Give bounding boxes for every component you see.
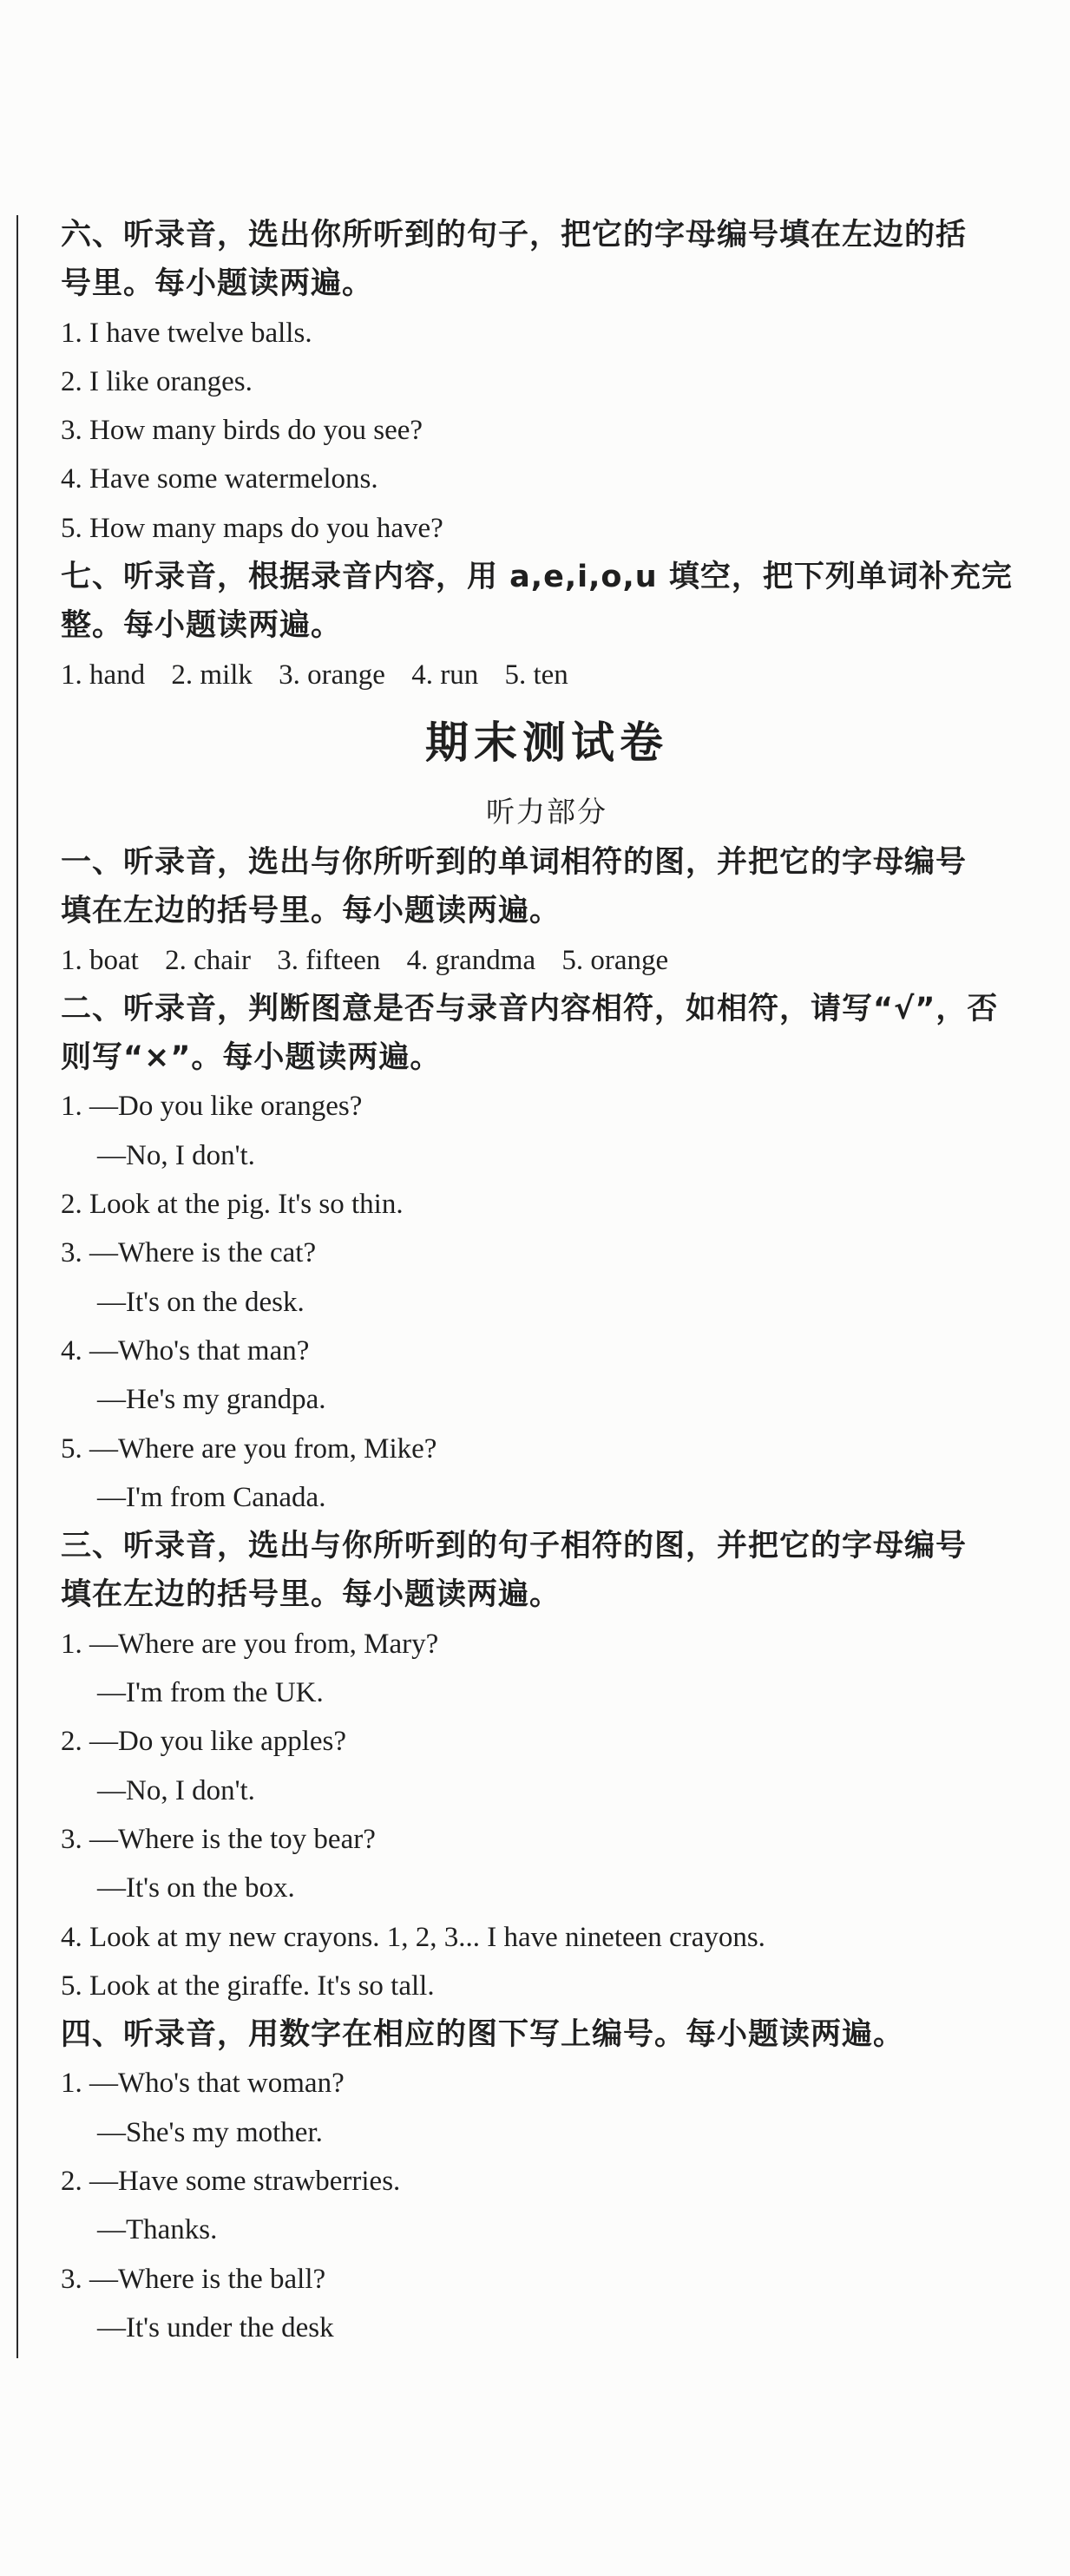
dialogue-line: —It's on the box.	[97, 1872, 295, 1904]
dialogue-line: 1. —Do you like oranges?	[61, 1091, 363, 1123]
section-1	[61, 838, 1033, 985]
list-item: 3. How many birds do you see?	[61, 415, 423, 447]
dialogue-line: —I'm from the UK.	[97, 1677, 324, 1709]
word-item: 2. chair	[165, 944, 252, 976]
word-item: 3. orange	[279, 659, 385, 691]
section-4	[61, 2010, 1033, 2352]
list-item: 5. How many maps do you have?	[61, 512, 443, 544]
dialogue-line: 1. —Who's that woman?	[61, 2068, 345, 2100]
dialogue-line: —No, I don't.	[97, 1139, 255, 1171]
word-item: 1. hand	[61, 659, 146, 691]
section-heading-line: 一、听录音，选出与你所听到的单词相符的图，并把它的字母编号	[61, 844, 968, 880]
section-6	[61, 211, 1033, 553]
dialogue-line: —He's my grandpa.	[97, 1384, 326, 1416]
word-item: 1. boat	[61, 944, 139, 976]
dialogue-line: —She's my mother.	[97, 2116, 323, 2148]
section-heading-line: 整。每小题读两遍。	[61, 608, 343, 644]
dialogue-line: —It's on the desk.	[97, 1286, 305, 1318]
dialogue-line: 2. Look at the pig. It's so thin.	[61, 1189, 404, 1221]
section-heading-line: 填在左边的括号里。每小题读两遍。	[61, 894, 561, 929]
list-item: 1. I have twelve balls.	[61, 317, 312, 349]
section-heading-line: 则写“×”。每小题读两遍。	[61, 1040, 442, 1076]
dialogue-line: 3. —Where is the toy bear?	[61, 1823, 376, 1855]
dialogue-line: 4. —Who's that man?	[61, 1334, 310, 1367]
word-item: 5. ten	[504, 659, 568, 691]
dialogue-line: 4. Look at my new crayons. 1, 2, 3... I have nineteen crayons.	[61, 1921, 765, 1953]
dialogue-line: 2. —Have some strawberries.	[61, 2165, 401, 2197]
section-3	[61, 1522, 1033, 2010]
dialogue-line: 3. —Where is the ball?	[61, 2263, 326, 2295]
dialogue-line: 1. —Where are you from, Mary?	[61, 1628, 439, 1660]
section-heading-line: 二、听录音，判断图意是否与录音内容相符，如相符，请写“√”，否	[61, 991, 999, 1026]
section-heading-line: 三、听录音，选出与你所听到的句子相符的图，并把它的字母编号	[61, 1529, 968, 1564]
dialogue-line: —I'm from Canada.	[97, 1481, 326, 1513]
dialogue-line: 2. —Do you like apples?	[61, 1726, 347, 1758]
word-item: 4. grandma	[406, 944, 536, 976]
margin-rule	[16, 215, 18, 2358]
section-7	[61, 553, 1033, 699]
exam-subtitle: 听力部分	[486, 794, 607, 829]
list-item: 4. Have some watermelons.	[61, 463, 378, 495]
section-2	[61, 985, 1033, 1522]
word-list	[61, 651, 1033, 699]
section-heading-line: 填在左边的括号里。每小题读两遍。	[61, 1577, 561, 1613]
dialogue-line: 3. —Where is the cat?	[61, 1237, 317, 1269]
exam-title: 期末测试卷	[425, 717, 668, 768]
word-item: 3. fifteen	[277, 944, 381, 976]
word-item: 5. orange	[561, 944, 669, 976]
content-column	[61, 211, 1033, 2352]
word-item: 2. milk	[171, 659, 253, 691]
section-heading-line: 六、听录音，选出你所听到的句子，把它的字母编号填在左边的括	[61, 218, 968, 252]
dialogue-line: —It's under the desk	[97, 2311, 334, 2343]
section-heading-line: 号里。每小题读两遍。	[61, 266, 374, 302]
list-item: 2. I like oranges.	[61, 365, 253, 397]
section-heading-line: 四、听录音，用数字在相应的图下写上编号。每小题读两遍。	[61, 2017, 905, 2053]
dialogue-line: —Thanks.	[97, 2214, 218, 2246]
dialogue-line: 5. —Where are you from, Mike?	[61, 1432, 437, 1465]
dialogue-line: —No, I don't.	[97, 1774, 255, 1806]
section-heading-line: 七、听录音，根据录音内容，用 a,e,i,o,u 填空，把下列单词补充完	[61, 560, 1013, 595]
word-item: 4. run	[411, 659, 479, 691]
word-list	[61, 936, 1033, 985]
dialogue-line: 5. Look at the giraffe. It's so tall.	[61, 1970, 435, 2002]
